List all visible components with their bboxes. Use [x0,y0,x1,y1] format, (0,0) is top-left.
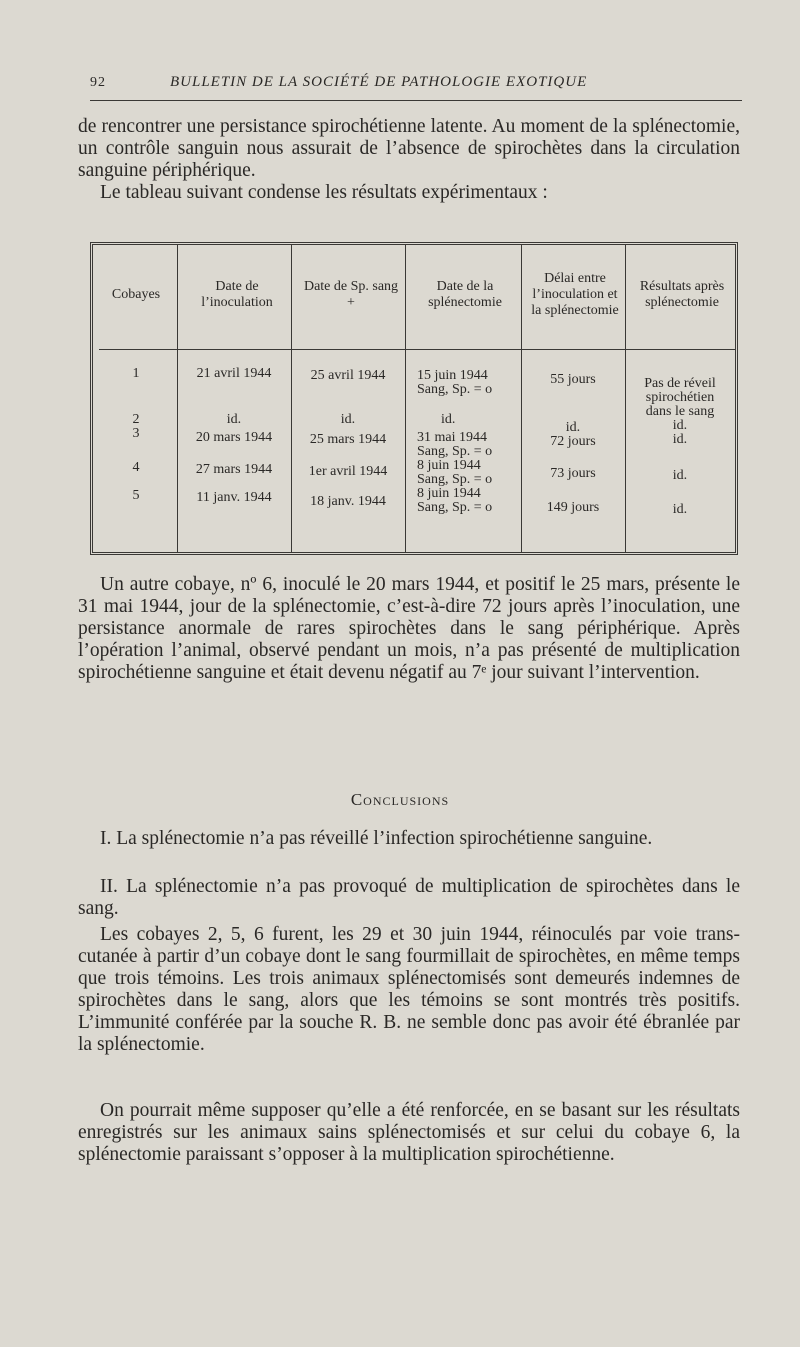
table-column-divider [521,245,522,552]
results-table [90,242,738,555]
table-column-divider [291,245,292,552]
table-cell-sang: 25 avril 1944 [310,368,386,383]
table-cell-splenectomie: 8 juin 1944 [417,486,481,501]
table-column-divider [405,245,406,552]
table-cell-resultats: Pas de réveil [644,376,716,391]
running-title: BULLETIN DE LA SOCIÉTÉ DE PATHOLOGIE EXOTIQUE [170,74,588,90]
table-cell-inoculation: 11 janv. 1944 [196,490,272,505]
conclusion-1: I. La splénectomie n’a pas réveillé l’infection spirochétienne sanguine. [100,828,653,849]
table-cell-splenectomie: 31 mai 1944 [417,430,487,445]
table-header-resultats: Résultats après splénectomie [639,279,725,310]
table-cell-inoculation: id. [226,412,242,427]
table-cell-resultats: id. [672,432,688,447]
table-cell-splenectomie: 15 juin 1944 [417,368,488,383]
table-cell-splenectomie: Sang, Sp. = o [417,472,493,487]
table-cell-delai: 55 jours [550,372,596,387]
table-cell-inoculation: 21 avril 1944 [196,366,272,381]
table-cell-inoculation: 20 mars 1944 [195,430,273,445]
header-rule [90,100,742,101]
table-cell-cobaye: 5 [132,488,140,503]
table-cell-sang: id. [340,412,356,427]
table-cell-cobaye: 1 [132,366,140,381]
table-cell-resultats: id. [672,502,688,517]
table-cell-splenectomie: 8 juin 1944 [417,458,481,473]
conclusion-2: II. La splénectomie n’a pas provoqué de multiplication de spirochètes dans le sang. [78,876,740,919]
paragraph-cobaye-6: Un autre cobaye, nº 6, inoculé le 20 mars 1944, et positif le 25 mars, présente le 31 mai 1944, jour de la splénectomie, c’est-à-dire 72 jours après l’inoculation, une persistance anormale de rares spirochètes dans le sang périphérique. Après l’opération l’animal, observé pendant un mois, n’a pas présenté de multiplication spirochétienne sanguine et était devenu négatif au 7ᵉ jour suivant l’intervention. [78,574,740,683]
paragraph-reinoculation: Les cobayes 2, 5, 6 furent, les 29 et 30 juin 1944, réinoculés par voie trans-cutanée à partir d’un cobaye dont le sang fourmillait de spirochètes, en même temps que trois témoins. Les trois animaux splénectomisés sont demeurés indemnes de spirochètes dans le sang, alors que les témoins se sont montrés très positifs. L’immunité conférée par la souche R. B. ne semble donc pas avoir été ébranlée par la splénectomie. [78,924,740,1055]
table-cell-resultats: spirochétien [645,390,715,405]
table-cell-resultats: id. [672,418,688,433]
table-column-divider [177,245,178,552]
table-cell-splenectomie: Sang, Sp. = o [417,444,493,459]
table-header-inoculation: Date de l’inoculation [201,279,273,310]
table-header-splenectomie: Date de la splénectomie [428,279,502,310]
table-cell-sang: 18 janv. 1944 [310,494,386,509]
table-cell-sang: 25 mars 1944 [309,432,387,447]
table-cell-delai: id. [565,420,581,435]
table-cell-splenectomie: Sang, Sp. = o [417,500,493,515]
table-cell-delai: 149 jours [546,500,600,515]
paragraph-intro: de rencontrer une persistance spirochétienne latente. Au moment de la splénectomie, un contrôle sanguin nous assurait de l’absence de spirochètes dans la circulation sanguine périphérique. [78,116,740,181]
table-cell-delai: 72 jours [550,434,596,449]
table-cell-cobaye: 4 [132,460,140,475]
table-cell-delai: 73 jours [550,466,596,481]
table-cell-inoculation: 27 mars 1944 [195,462,273,477]
table-header-rule [99,349,735,350]
paragraph-table-lead: Le tableau suivant condense les résultats expérimentaux : [100,182,548,203]
table-header-delai: Délai entre l’inoculation et la splénectomie [531,271,619,318]
paragraph-hypothesis: On pourrait même supposer qu’elle a été renforcée, en se basant sur les résultats enregistrés sur les animaux sains splénectomisés et sur celui du cobaye 6, la splénectomie paraissant s’opposer à la multiplication spirochétienne. [78,1100,740,1165]
conclusions-heading: Conclusions [350,790,450,809]
table-cell-splenectomie: id. [441,412,456,427]
table-header-sang: Date de Sp. sang + [303,279,399,310]
page-number: 92 [90,75,106,90]
table-cell-resultats: dans le sang [645,404,715,419]
table-cell-splenectomie: Sang, Sp. = o [417,382,493,397]
table-cell-cobaye: 3 [132,426,140,441]
running-header [90,74,740,91]
table-cell-cobaye: 2 [132,412,140,427]
table-header-cobayes: Cobayes [111,287,161,302]
table-cell-sang: 1er avril 1944 [308,464,388,479]
table-column-divider [625,245,626,552]
table-cell-resultats: id. [672,468,688,483]
